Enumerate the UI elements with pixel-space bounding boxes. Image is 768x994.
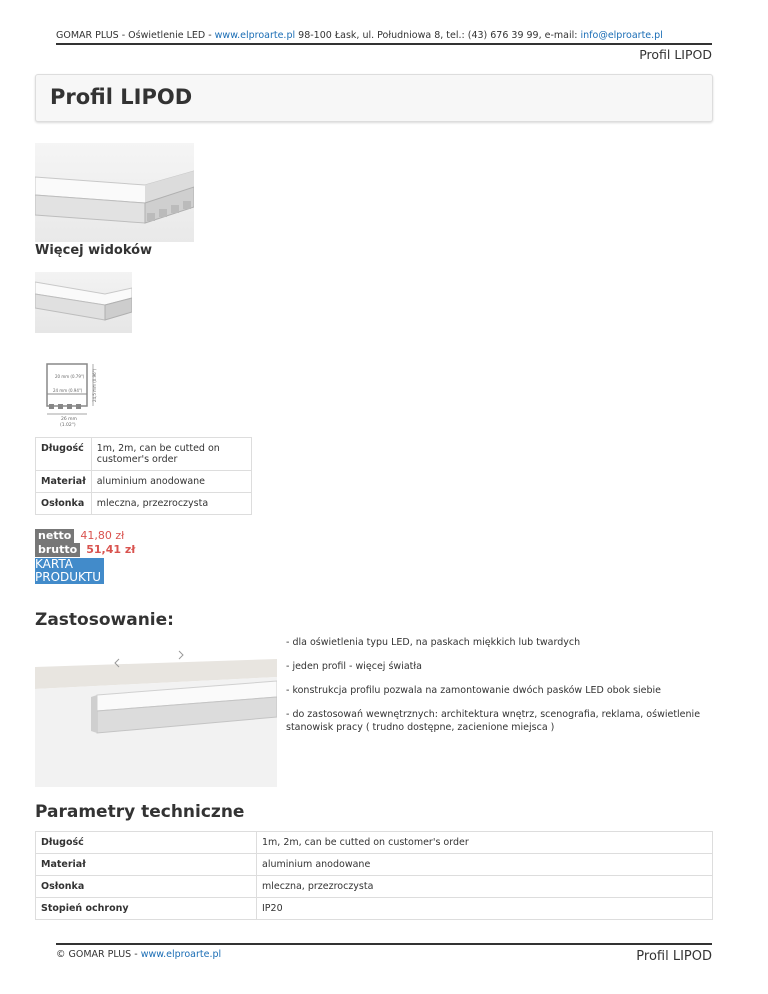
product-card-button[interactable]: KARTA PRODUKTU: [35, 558, 104, 584]
price-block: [35, 529, 135, 557]
usage-list: [286, 636, 716, 745]
header-address: 98-100 Łask, ul. Południowa 8, tel.: (43) 676 39 99, e-mail:: [295, 30, 581, 41]
spec-value: 1m, 2m, can be cutted on customer's order: [91, 438, 251, 471]
usage-photo[interactable]: [35, 637, 277, 787]
footer-copyright-text: © GOMAR PLUS -: [56, 949, 141, 960]
tech-value: mleczna, przezroczysta: [257, 876, 713, 898]
table-row: [36, 438, 252, 471]
drawing-outer-height: 24,5 mm (0.96"): [92, 368, 97, 402]
table-row: [36, 854, 713, 876]
netto-price: 41,80 zł: [80, 529, 125, 542]
tech-key: Długość: [36, 832, 257, 854]
header-right-title: Profil LIPOD: [639, 47, 712, 62]
header-contact-line: [56, 30, 712, 41]
tech-params-table: [35, 831, 713, 920]
tech-key: Stopień ochrony: [36, 898, 257, 920]
brutto-label: brutto: [35, 543, 80, 557]
list-item: - do zastosowań wewnętrznych: architektura wnętrz, scenografia, reklama, oświetlenie stanowisk pracy ( trudno dostępne, zacienione miejsca ): [286, 709, 701, 733]
footer-right-title: Profil LIPOD: [636, 949, 712, 964]
table-row: [36, 876, 713, 898]
tech-params-heading: Parametry techniczne: [35, 802, 245, 822]
table-row: [36, 471, 252, 493]
spec-value: aluminium anodowane: [91, 471, 251, 493]
netto-label: netto: [35, 529, 74, 543]
table-row: [36, 832, 713, 854]
more-views-heading: Więcej widoków: [35, 243, 153, 258]
spec-value: mleczna, przezroczysta: [91, 493, 251, 515]
drawing-outer-width: 26 mm: [61, 417, 77, 422]
header-divider: [56, 43, 712, 45]
tech-value: IP20: [257, 898, 713, 920]
short-specs-table: [35, 437, 252, 515]
tech-key: Materiał: [36, 854, 257, 876]
footer-site-link[interactable]: www.elproarte.pl: [140, 949, 222, 960]
drawing-inner-width: 24 mm (0.94"): [53, 388, 83, 393]
spec-key: Osłonka: [36, 493, 92, 515]
header-site-link[interactable]: www.elproarte.pl: [214, 30, 296, 41]
drawing-inner-height: 20 mm (0.79"): [55, 374, 85, 379]
header-email-link[interactable]: info@elproarte.pl: [580, 30, 663, 41]
header-company: GOMAR PLUS - Oświetlenie LED -: [56, 30, 215, 41]
footer-copyright: [56, 949, 221, 960]
tech-value: aluminium anodowane: [257, 854, 713, 876]
page-title: Profil LIPOD: [50, 85, 193, 109]
spec-key: Materiał: [36, 471, 92, 493]
drawing-outer-width-inches: (1.02"): [60, 423, 76, 428]
usage-heading: Zastosowanie:: [35, 610, 174, 630]
product-main-image[interactable]: [35, 143, 194, 242]
tech-key: Osłonka: [36, 876, 257, 898]
footer-divider: [56, 943, 712, 945]
list-item: - jeden profil - więcej światła: [286, 661, 422, 672]
tech-value: 1m, 2m, can be cutted on customer's order: [257, 832, 713, 854]
list-item: - konstrukcja profilu pozwala na zamontowanie dwóch pasków LED obok siebie: [286, 685, 661, 696]
product-thumbnail-image[interactable]: [35, 272, 132, 333]
table-row: [36, 898, 713, 920]
spec-key: Długość: [36, 438, 92, 471]
page-title-panel: [35, 74, 713, 122]
brutto-price: 51,41 zł: [86, 543, 136, 556]
list-item: - dla oświetlenia typu LED, na paskach miękkich lub twardych: [286, 637, 581, 648]
table-row: [36, 493, 252, 515]
profile-technical-drawing[interactable]: [35, 352, 135, 432]
